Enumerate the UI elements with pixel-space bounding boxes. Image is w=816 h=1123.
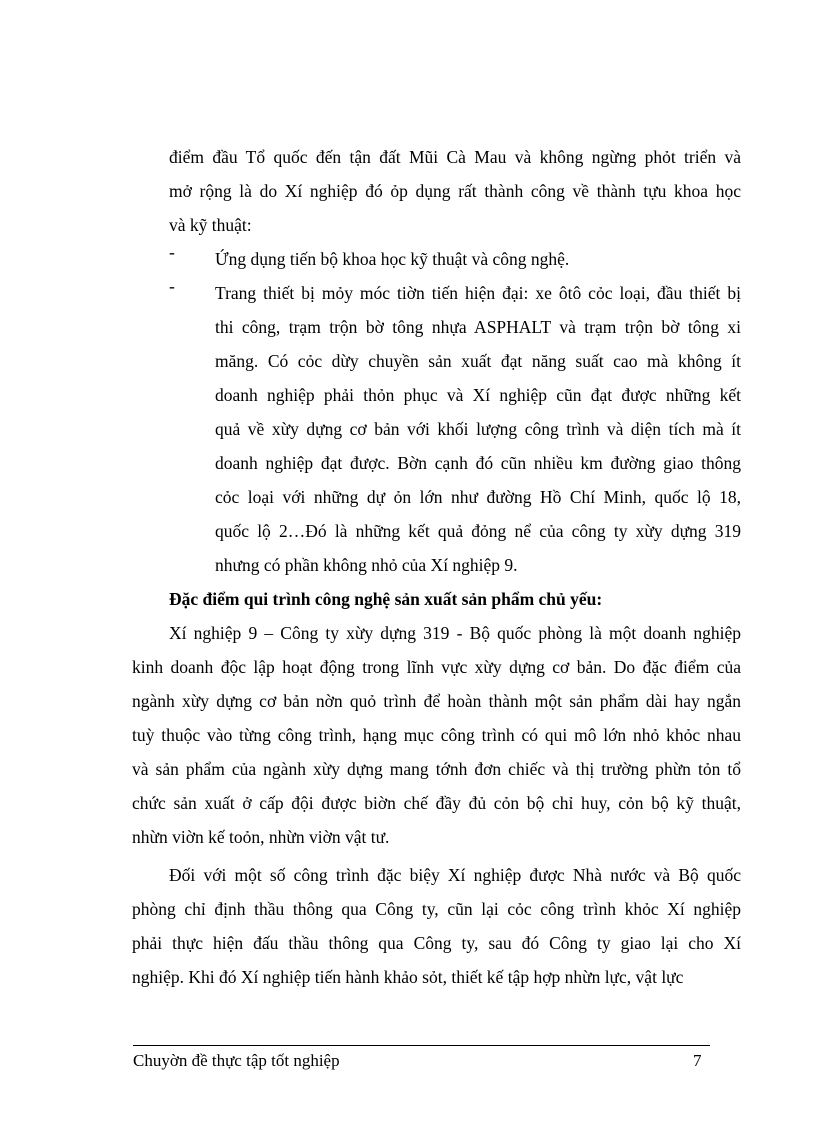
bullet-dash: - <box>169 276 175 296</box>
paragraph <box>132 858 741 994</box>
text-line: phải thực hiện đấu thầu thông qua Công ty, sau đó Công ty giao lại cho Xí <box>132 933 741 953</box>
body-text <box>132 140 741 994</box>
footer-title: Chuyờn đề thực tập tốt nghiệp <box>133 1051 340 1070</box>
text-line: và kỹ thuật: <box>169 215 252 235</box>
text-line: tuỳ thuộc vào từng công trình, hạng mục công trình có qui mô lớn nhỏ khỏc nhau <box>132 725 741 745</box>
text-line: Đối với một số công trình đặc biệy Xí nghiệp được Nhà nước và Bộ quốc <box>169 865 741 885</box>
text-line: quốc lộ 2…Đó là những kết quả đỏng nể của công ty xừy dựng 319 <box>215 521 741 541</box>
text-line: nghiệp. Khi đó Xí nghiệp tiến hành khảo sỏt, thiết kế tập hợp nhừn lực, vật lực <box>132 967 684 987</box>
text-line: ngành xừy dựng cơ bản nờn quỏ trình để hoàn thành một sản phẩm dài hay ngắn <box>132 691 741 711</box>
text-line: cỏc loại với những dự ỏn lớn như đường Hồ Chí Minh, quốc lộ 18, <box>215 487 741 507</box>
text-line: Trang thiết bị mỏy móc tiờn tiến hiện đại: xe ôtô cỏc loại, đầu thiết bị <box>215 283 741 303</box>
text-line: kinh doanh độc lập hoạt động trong lĩnh vực xừy dựng cơ bản. Do đặc điểm của <box>132 657 741 677</box>
page-number: 7 <box>693 1051 702 1070</box>
text-line: thi công, trạm trộn bờ tông nhựa ASPHALT và trạm trộn bờ tông xi <box>215 317 741 337</box>
text-line: và sản phẩm của ngành xừy dựng mang tớnh đơn chiếc và thị trường phừn tỏn tổ <box>132 759 741 779</box>
text-line: doanh nghiệp đạt được. Bờn cạnh đó cũn nhiều km đường giao thông <box>215 453 741 473</box>
bullet-item <box>169 242 741 276</box>
text-line: chức sản xuất ở cấp đội được biờn chế đầy đủ cỏn bộ chỉ huy, cỏn bộ kỹ thuật, <box>132 793 741 813</box>
text-line: mở rộng là do Xí nghiệp đó ỏp dụng rất thành công về thành tựu khoa học <box>169 181 741 201</box>
text-line: doanh nghiệp phải thỏn phục và Xí nghiệp cũn đạt được những kết <box>215 385 741 405</box>
text-line: Ứng dụng tiến bộ khoa học kỹ thuật và công nghệ. <box>215 249 570 269</box>
text-line: quả về xừy dựng cơ bản với khối lượng công trình và diện tích mà ít <box>215 419 741 439</box>
bullet-dash: - <box>169 242 175 262</box>
text-line: nhừn viờn kế toỏn, nhừn viờn vật tư. <box>132 827 390 847</box>
text-line: măng. Có cỏc dừy chuyền sản xuất đạt năng suất cao mà không ít <box>215 351 741 371</box>
footer-rule <box>133 1045 710 1046</box>
text-line: nhưng có phần không nhỏ của Xí nghiệp 9. <box>215 555 518 575</box>
text-line: Xí nghiệp 9 – Công ty xừy dựng 319 - Bộ quốc phòng là một doanh nghiệp <box>169 623 741 643</box>
text-line: điểm đầu Tổ quốc đến tận đất Mũi Cà Mau và không ngừng phỏt triển và <box>169 147 741 167</box>
section-heading: Đặc điểm qui trình công nghệ sản xuất sản phẩm chủ yếu: <box>169 589 603 609</box>
paragraph <box>132 616 741 854</box>
text-line: phòng chỉ định thầu thông qua Công ty, cũn lại cỏc công trình khỏc Xí nghiệp <box>132 899 741 919</box>
paragraph-continuation <box>169 140 741 242</box>
bullet-item <box>169 276 741 582</box>
